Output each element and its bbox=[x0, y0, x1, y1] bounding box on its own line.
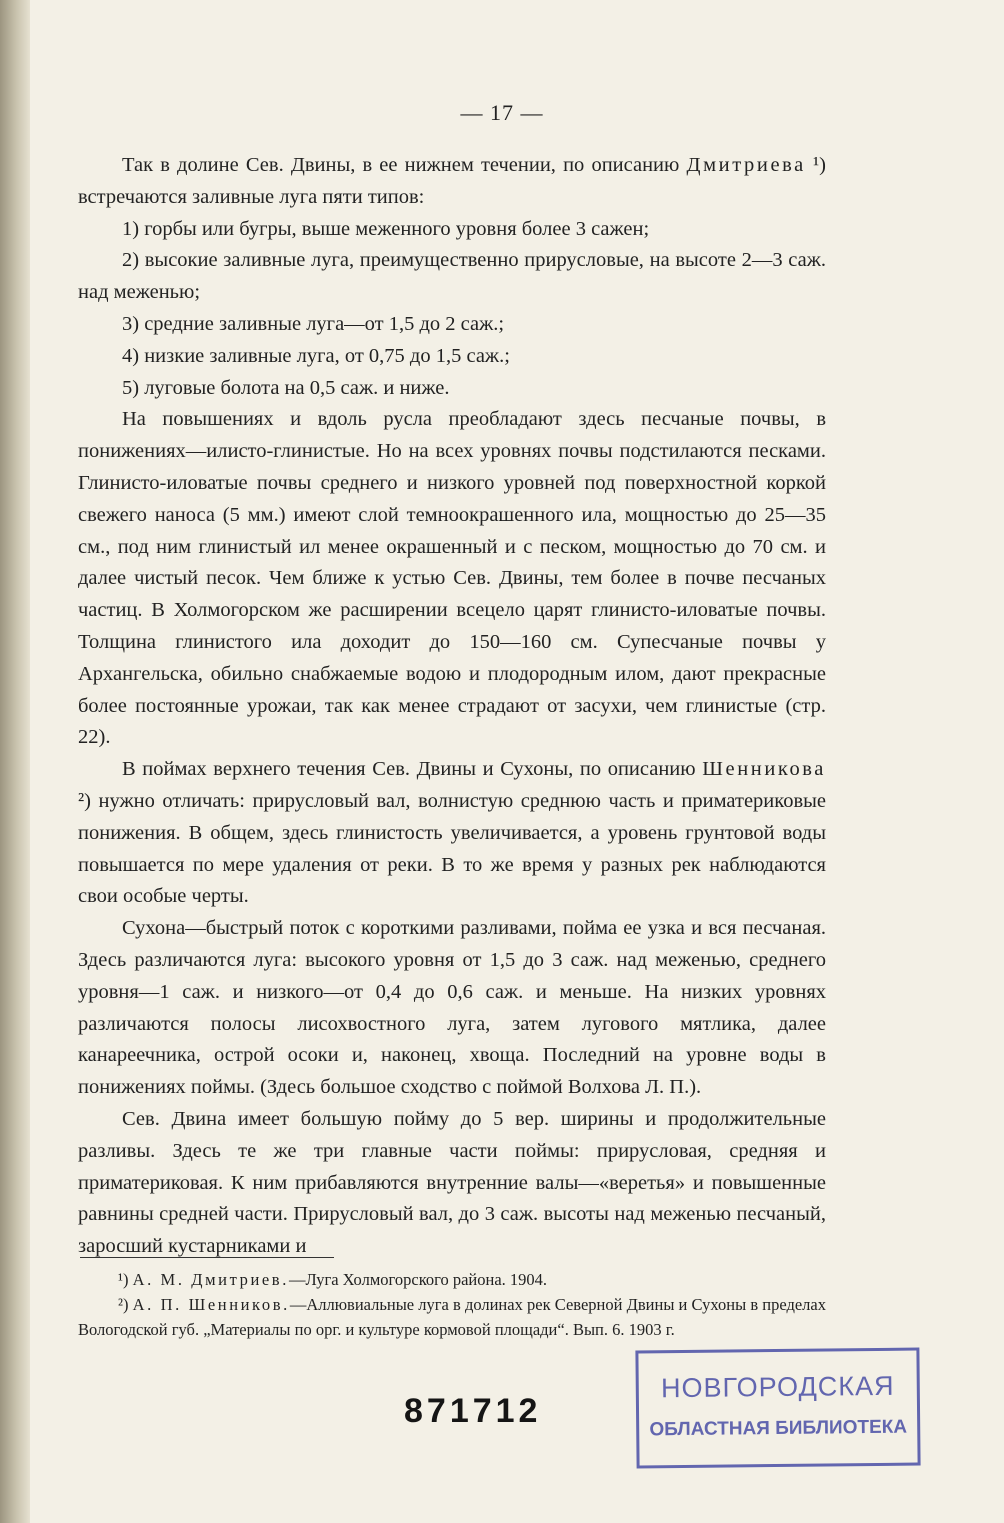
paragraph-4: Сухона—быстрый поток с короткими разливами, пойма ее узка и вся песчаная. Здесь различаются луга: высокого уровня от 1,5 до 3 саж. над меженью, среднего уровня—1 саж. и низкого—от 0,4 до 0,6 саж. и меньше. На низких уровнях различаются полосы лисохвостного луга, затем лугового мятлика, далее канареечника, острой осоки и, наконец, хвоща. Последний на уровне воды в понижениях поймы. (Здесь большое сходство с поймой Волхова Л. П.). bbox=[78, 917, 826, 1099]
list-item: 4) низкие заливные луга, от 0,75 до 1,5 саж.; bbox=[122, 344, 510, 367]
paragraph-3-start: В поймах верхнего течения Сев. Двины и Сухоны, по описанию bbox=[122, 758, 696, 781]
list-item: 1) горбы или бугры, выше меженного уровня более 3 сажен; bbox=[122, 217, 650, 240]
inventory-number: 871712 bbox=[404, 1392, 542, 1430]
footnote-divider bbox=[80, 1257, 334, 1258]
stamp-line-1: НОВГОРОДСКАЯ bbox=[660, 1370, 895, 1404]
stamp-line-2: ОБЛАСТНАЯ БИБЛИОТЕКА bbox=[649, 1416, 908, 1441]
page-number: — 17 — bbox=[460, 100, 544, 125]
footnotes bbox=[78, 1267, 826, 1342]
paragraph-2: На повышениях и вдоль русла преобладают здесь песчаные почвы, в понижениях—илисто-глинистые. Но на всех уровнях почвы подстилаются песками. Глинисто-иловатые почвы среднего и низкого уровней под поверхностной коркой свежего наноса (5 мм.) имеют слой темноокрашенного ила, мощностью до 25—35 см., под ним глинистый ил менее окрашенный и с песком, мощностью до 70 см. и далее чистый песок. Чем ближе к устью Сев. Двины, тем более в почве песчаных частиц. В Холмогорском же расширении всецело царят глинисто-иловатые почвы. Толщина глинистого ила доходит до 150—160 см. Супесчаные почвы у Архангельска, обильно снабжаемые водою и плодородным илом, дают прекрасные более постоянные урожаи, так как менее страдают от засухи, чем глинистые (стр. 22). bbox=[78, 408, 826, 749]
footnote-1-text: —Луга Холмогорского района. 1904. bbox=[288, 1270, 548, 1289]
footnote-2-text: —Аллювиальные луга в долинах рек Северной Двины и Сухоны в пределах Вологодской губ. „Материалы по орг. и культуре кормовой площади“. Вып. 6. 1903 г. bbox=[78, 1295, 826, 1339]
library-stamp bbox=[635, 1348, 920, 1469]
paragraph-1-start: Так в долине Сев. Двины, в ее нижнем течении, по описанию bbox=[122, 154, 680, 176]
list-item: 2) высокие заливные луга, преимущественно прирусловые, на высоте 2—3 саж. над меженью; bbox=[78, 249, 826, 304]
footnote-2 bbox=[78, 1292, 826, 1342]
list-item: 5) луговые болота на 0,5 саж. и ниже. bbox=[122, 376, 450, 399]
paragraph-1 bbox=[78, 150, 826, 214]
paragraph-1-end: ¹) встречаются заливные луга пяти типов: bbox=[78, 154, 826, 208]
page-binding-shadow bbox=[0, 0, 30, 1523]
footnote-1-mark: ¹) bbox=[118, 1270, 133, 1289]
footnote-1-author: А. М. Дмитриев. bbox=[132, 1270, 289, 1289]
author-dmitriev: Дмитриева bbox=[686, 154, 806, 176]
list-item: 3) средние заливные луга—от 1,5 до 2 саж.; bbox=[122, 312, 505, 335]
author-shennikov: Шенникова bbox=[702, 758, 827, 781]
footnote-2-author: А. П. Шенников. bbox=[132, 1295, 290, 1314]
body-text bbox=[78, 150, 826, 1263]
paragraph-3-end: ²) нужно отличать: прирусловый вал, волнистую среднюю часть и приматериковые понижения. В общем, здесь глинистость увеличивается, а уровень грунтовой воды повышается по мере удаления от реки. В то же время у разных рек наблюдаются свои особые черты. bbox=[78, 789, 826, 908]
footnote-2-mark: ²) bbox=[118, 1295, 133, 1314]
paragraph-5: Сев. Двина имеет большую пойму до 5 вер. ширины и продолжительные разливы. Здесь те же три главные части поймы: прирусловая, средняя и приматериковая. К ним прибавляются внутренние валы—«веретья» и повышенные равнины средней части. Прирусловый вал, до 3 саж. высоты над меженью песчаный, заросший кустарниками и bbox=[78, 1107, 826, 1258]
footnote-1 bbox=[78, 1267, 826, 1292]
paragraph-3 bbox=[78, 754, 826, 913]
